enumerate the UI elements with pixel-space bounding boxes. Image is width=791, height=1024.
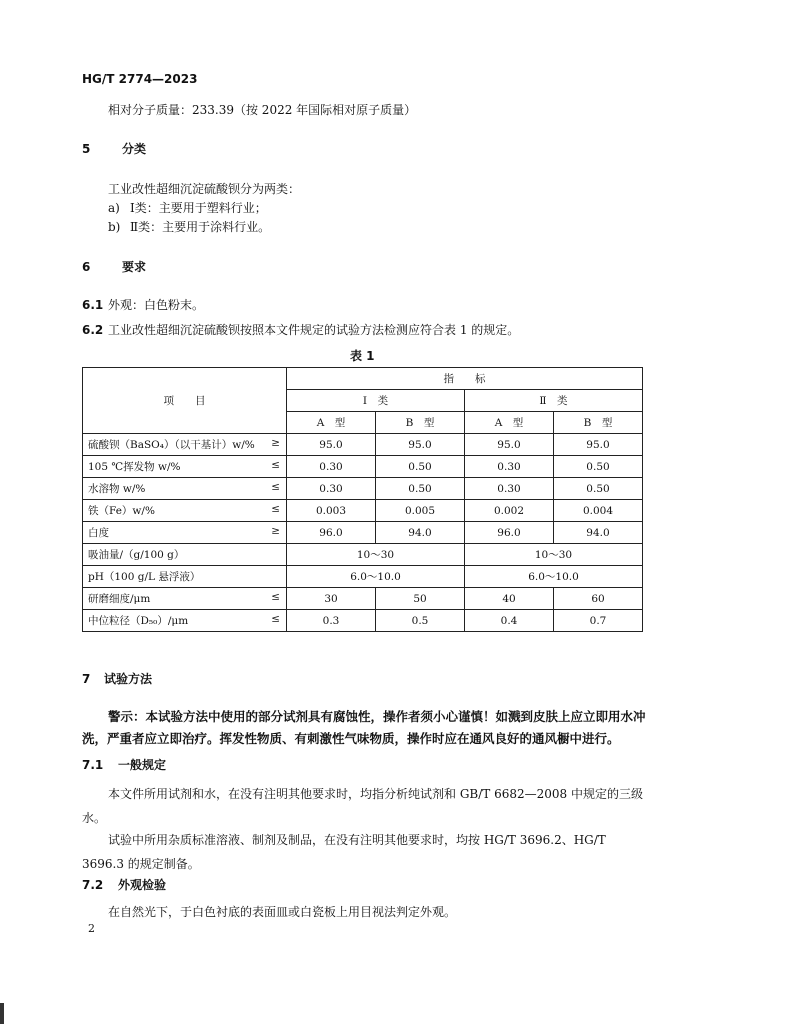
table-cell: 0.3 xyxy=(287,610,376,632)
table-cell: 0.50 xyxy=(376,478,465,500)
clause-number: 6.1 xyxy=(82,298,104,312)
safety-warning: 警示：本试验方法中使用的部分试剂具有腐蚀性，操作者须小心谨慎！如溅到皮肤上应立即用水冲洗，严重者应立即治疗。挥发性物质、有刺激性气味物质，操作时应在通风良好的通风橱中进行。 xyxy=(82,709,646,746)
table-cell: 0.30 xyxy=(465,478,554,500)
table-cell: 94.0 xyxy=(554,522,643,544)
table-cell: 96.0 xyxy=(465,522,554,544)
table-row xyxy=(83,544,643,566)
table-cell: 0.30 xyxy=(287,478,376,500)
table-cell: 0.50 xyxy=(554,456,643,478)
table-cell: 10～30 xyxy=(465,544,643,566)
table-cell: 95.0 xyxy=(465,434,554,456)
section-number: 5 xyxy=(82,142,91,156)
header-type-a: A 型 xyxy=(465,412,554,434)
comparison-symbol: ≥ xyxy=(271,525,280,537)
clause-6-2 xyxy=(82,321,519,338)
clause-number: 7.1 xyxy=(82,758,104,772)
table-cell: 0.50 xyxy=(376,456,465,478)
table-cell: 0.7 xyxy=(554,610,643,632)
list-marker: b) xyxy=(108,220,121,234)
table-row xyxy=(83,500,643,522)
comparison-symbol: ≤ xyxy=(271,591,280,603)
table-caption: 表 1 xyxy=(350,349,375,363)
table-cell: 0.004 xyxy=(554,500,643,522)
requirements-table xyxy=(82,367,643,632)
clause-title: 一般规定 xyxy=(118,758,167,772)
section-5-intro: 工业改性超细沉淀硫酸钡分为两类： xyxy=(108,182,301,196)
table-row xyxy=(83,478,643,500)
row-label: 105 ℃挥发物 w/% ≤ xyxy=(83,456,287,478)
table-cell: 0.4 xyxy=(465,610,554,632)
header-type-b: B 型 xyxy=(376,412,465,434)
table-row xyxy=(83,456,643,478)
table-row xyxy=(83,588,643,610)
section-6-heading xyxy=(82,258,146,275)
table-cell: 40 xyxy=(465,588,554,610)
section-title: 试验方法 xyxy=(104,672,153,686)
section-number: 7 xyxy=(82,672,91,686)
header-index: 指 标 xyxy=(287,368,643,390)
scan-edge-mark xyxy=(0,1003,4,1024)
list-text: Ⅱ类：主要用于涂料行业。 xyxy=(130,220,271,234)
row-label: pH（100 g/L 悬浮液） xyxy=(83,566,287,588)
page-number: 2 xyxy=(88,922,95,935)
clause-6-1 xyxy=(82,296,204,313)
table-cell: 6.0～10.0 xyxy=(465,566,643,588)
header-class-2: Ⅱ 类 xyxy=(465,390,643,412)
header-type-b: B 型 xyxy=(554,412,643,434)
clause-7-2-heading xyxy=(82,876,166,893)
section-7-heading xyxy=(82,670,152,687)
table-cell: 50 xyxy=(376,588,465,610)
table-cell: 95.0 xyxy=(287,434,376,456)
table-cell: 0.003 xyxy=(287,500,376,522)
header-item: 项 目 xyxy=(83,368,287,434)
row-label: 研磨细度/μm ≤ xyxy=(83,588,287,610)
table-cell: 30 xyxy=(287,588,376,610)
section-5-heading xyxy=(82,140,146,157)
table-cell: 0.002 xyxy=(465,500,554,522)
row-label: 水溶物 w/% ≤ xyxy=(83,478,287,500)
list-marker: a) xyxy=(108,201,120,215)
table-cell: 0.30 xyxy=(287,456,376,478)
comparison-symbol: ≤ xyxy=(271,503,280,515)
molecular-mass-line: 相对分子质量：233.39（按 2022 年国际相对原子质量） xyxy=(108,103,417,117)
list-item xyxy=(108,218,270,235)
list-text: Ⅰ类：主要用于塑料行业； xyxy=(130,201,267,215)
table-cell: 0.005 xyxy=(376,500,465,522)
header-class-1: Ⅰ 类 xyxy=(287,390,465,412)
paragraph: 本文件所用试剂和水，在没有注明其他要求时，均指分析纯试剂和 GB/T 6682—2008 中规定的三级水。 xyxy=(82,787,643,825)
row-label: 硫酸钡（BaSO₄）（以干基计）w/% ≥ xyxy=(83,434,287,456)
table-cell: 0.30 xyxy=(465,456,554,478)
row-label: 中位粒径（D₅₀）/μm ≤ xyxy=(83,610,287,632)
clause-number: 6.2 xyxy=(82,323,104,337)
table-cell: 6.0～10.0 xyxy=(287,566,465,588)
list-item xyxy=(108,199,267,216)
table-cell: 0.50 xyxy=(554,478,643,500)
section-title: 要求 xyxy=(122,260,147,274)
clause-text: 工业改性超细沉淀硫酸钡按照本文件规定的试验方法检测应符合表 1 的规定。 xyxy=(108,323,520,337)
clause-number: 7.2 xyxy=(82,878,104,892)
table-cell: 96.0 xyxy=(287,522,376,544)
table-cell: 94.0 xyxy=(376,522,465,544)
table-cell: 60 xyxy=(554,588,643,610)
comparison-symbol: ≤ xyxy=(271,459,280,471)
row-label: 吸油量/（g/100 g） xyxy=(83,544,287,566)
document-code: HG/T 2774—2023 xyxy=(82,72,198,86)
comparison-symbol: ≤ xyxy=(271,481,280,493)
table-cell: 95.0 xyxy=(554,434,643,456)
comparison-symbol: ≤ xyxy=(271,613,280,625)
section-title: 分类 xyxy=(122,142,147,156)
clause-7-1-heading xyxy=(82,756,166,773)
row-label: 铁（Fe）w/% ≤ xyxy=(83,500,287,522)
row-label: 白度 ≥ xyxy=(83,522,287,544)
comparison-symbol: ≥ xyxy=(271,437,280,449)
table-row xyxy=(83,566,643,588)
table-row xyxy=(83,434,643,456)
clause-title: 外观检验 xyxy=(118,878,167,892)
table-row xyxy=(83,610,643,632)
header-type-a: A 型 xyxy=(287,412,376,434)
table-cell: 95.0 xyxy=(376,434,465,456)
table-cell: 10～30 xyxy=(287,544,465,566)
table-cell: 0.5 xyxy=(376,610,465,632)
section-number: 6 xyxy=(82,260,91,274)
paragraph: 在自然光下，于白色衬底的表面皿或白瓷板上用目视法判定外观。 xyxy=(108,905,457,919)
table-row xyxy=(83,522,643,544)
clause-text: 外观：白色粉末。 xyxy=(108,298,205,312)
paragraph: 试验中所用杂质标准溶液、制剂及制品，在没有注明其他要求时，均按 HG/T 3696.2、HG/T 3696.3 的规定制备。 xyxy=(82,833,606,871)
